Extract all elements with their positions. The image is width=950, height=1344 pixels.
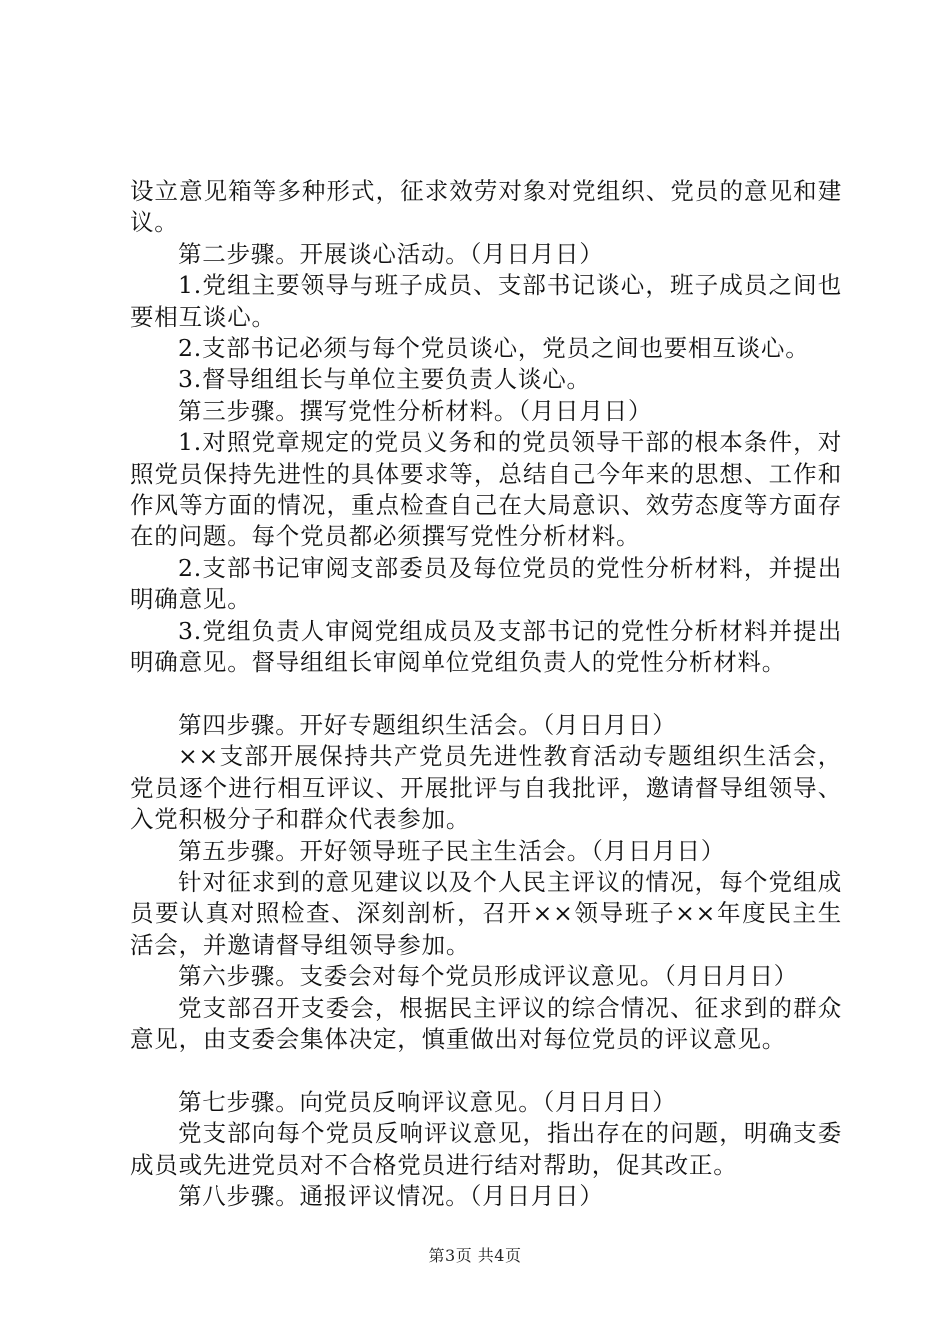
body-paragraph: 第三步骤。撰写党性分析材料。（月日月日） bbox=[178, 396, 653, 425]
body-paragraph: 1.党组主要领导与班子成员、支部书记谈心，班子成员之间也要相互谈心。 bbox=[130, 271, 842, 331]
body-paragraph: 针对征求到的意见建议以及个人民主评议的情况，每个党组成员要认真对照检查、深刻剖析，召开××领导班子××年度民主生活会，并邀请督导组领导参加。 bbox=[130, 867, 842, 959]
body-paragraph: 第四步骤。开好专题组织生活会。（月日月日） bbox=[178, 710, 677, 739]
body-paragraph: 党支部召开支委会，根据民主评议的综合情况、征求到的群众意见，由支委会集体决定，慎重做出对每位党员的评议意见。 bbox=[130, 993, 842, 1053]
body-paragraph: 第八步骤。通报评议情况。（月日月日） bbox=[178, 1181, 604, 1210]
body-paragraph: 2.支部书记审阅支部委员及每位党员的党性分析材料，并提出明确意见。 bbox=[130, 553, 842, 614]
body-paragraph: 2.支部书记必须与每个党员谈心，党员之间也要相互谈心。 bbox=[178, 334, 810, 363]
body-paragraph: 3.督导组组长与单位主要负责人谈心。 bbox=[178, 365, 591, 394]
paragraph-gap bbox=[130, 1055, 842, 1086]
body-paragraph: 第六步骤。支委会对每个党员形成评议意见。（月日月日） bbox=[178, 962, 799, 991]
body-paragraph: 第二步骤。开展谈心活动。（月日月日） bbox=[178, 239, 604, 268]
body-paragraph: 第七步骤。向党员反响评议意见。（月日月日） bbox=[178, 1087, 677, 1116]
document-body bbox=[130, 176, 842, 1212]
body-paragraph: 3.党组负责人审阅党组成员及支部书记的党性分析材料并提出明确意见。督导组组长审阅单位党组负责人的党性分析材料。 bbox=[130, 616, 842, 677]
body-paragraph: 党支部向每个党员反响评议意见，指出存在的问题，明确支委成员或先进党员对不合格党员进行结对帮助，促其改正。 bbox=[130, 1119, 842, 1179]
paragraph-gap bbox=[130, 679, 842, 710]
body-paragraph: 1.对照党章规定的党员义务和的党员领导干部的根本条件，对照党员保持先进性的具体要求等，总结自己今年来的思想、工作和作风等方面的情况，重点检查自己在大局意识、效劳态度等方面存在的问题。每个党员都必须撰写党性分析材料。 bbox=[130, 428, 842, 551]
body-paragraph: ××支部开展保持共产党员先进性教育活动专题组织生活会，党员逐个进行相互评议、开展批评与自我批评，邀请督导组领导、入党积极分子和群众代表参加。 bbox=[130, 742, 842, 834]
page-footer: 第3页 共4页 bbox=[428, 1246, 522, 1265]
body-paragraph: 设立意见箱等多种形式，征求效劳对象对党组织、党员的意见和建议。 bbox=[130, 177, 842, 237]
body-paragraph: 第五步骤。开好领导班子民主生活会。（月日月日） bbox=[178, 836, 726, 865]
